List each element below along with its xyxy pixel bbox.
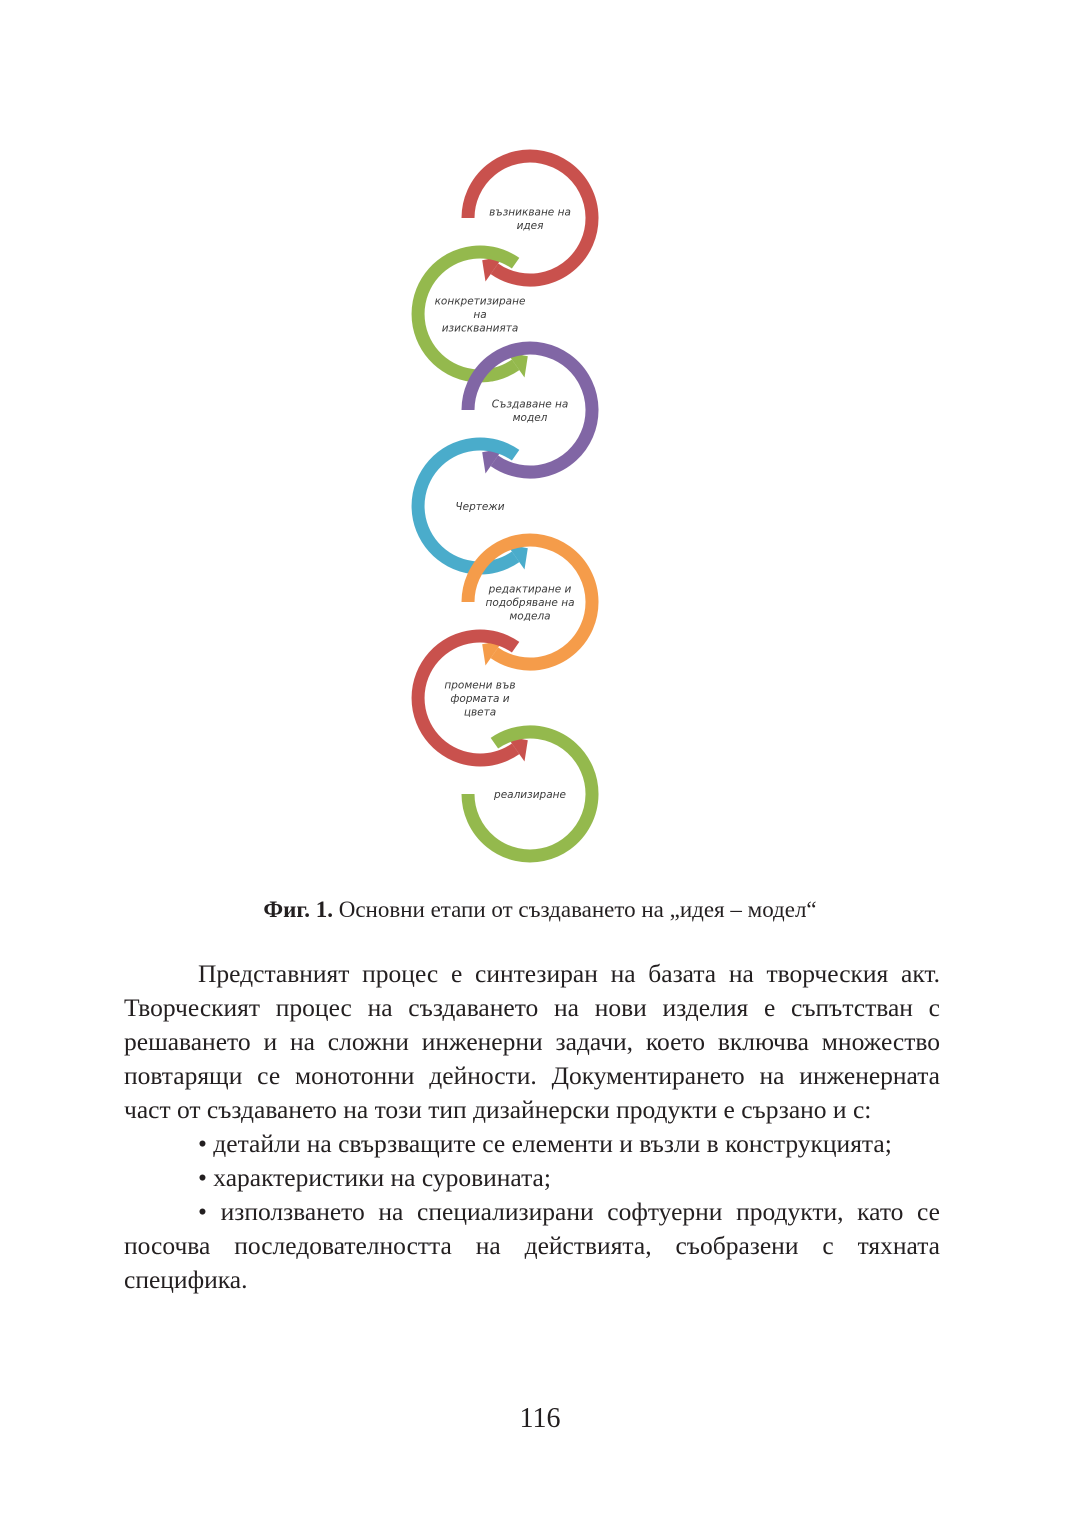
bullet-item: • характеристики на суровината; [198,1163,551,1192]
page-number: 116 [519,1403,561,1434]
stage-label-line: идея [516,219,544,232]
body-text [124,957,940,1297]
bullet-item: • детайли на свързващите се елементи и възли в конструкцията; [198,1129,892,1158]
stage-label-line: конкретизиране [434,295,526,308]
stage-label [435,296,526,335]
stage-label-line: редактиране и [488,583,572,596]
stage-label-line: промени във [444,679,516,692]
stage-1 [468,156,592,281]
stage-label-line: изискванията [441,322,519,335]
figure-caption [0,896,1080,924]
stage-label-line: формата и [450,693,510,705]
bullet-item: • използването на специализирани софтуерни продукти, като се посочва последователността на действията, съобразени с тяхната специфика. [124,1197,940,1294]
stage-label-line: възникване на [489,206,571,219]
process-diagram-svg [398,140,614,880]
caption-text: Основни етапи от създаването на „идея – модел“ [332,897,817,922]
stage-label [489,206,571,232]
stage-label [485,584,574,623]
stage-label-line: реализиране [494,789,566,801]
stage-label-line: на [473,309,487,321]
stage-5 [468,540,592,665]
stage-7 [468,732,592,856]
stage-label-line: модела [509,610,551,623]
stage-3 [468,348,592,473]
stage-label [492,398,569,424]
stage-label-line: модел [512,411,548,424]
stage-label-line: Създаване на [491,398,569,411]
stage-label [444,680,515,719]
paragraph-intro: Представният процес е синтезиран на базата на творческия акт. Творческият процес на създаването на нови изделия е съпътстван с решаването и на сложни инженерни задачи, което включва множество повтарящи се монотонни дейности. Документирането на инженерната част от създаването на този тип дизайнерски продукти е сързано и с: [124,959,940,1124]
caption-label: Фиг. 1. [263,897,333,922]
stage-label-line: Чертежи [455,501,505,513]
stage-label [455,501,504,513]
process-diagram [398,140,614,880]
stage-label [493,789,566,801]
stage-label-line: подобряване на [485,597,575,609]
stage-label-line: цвета [463,706,497,719]
